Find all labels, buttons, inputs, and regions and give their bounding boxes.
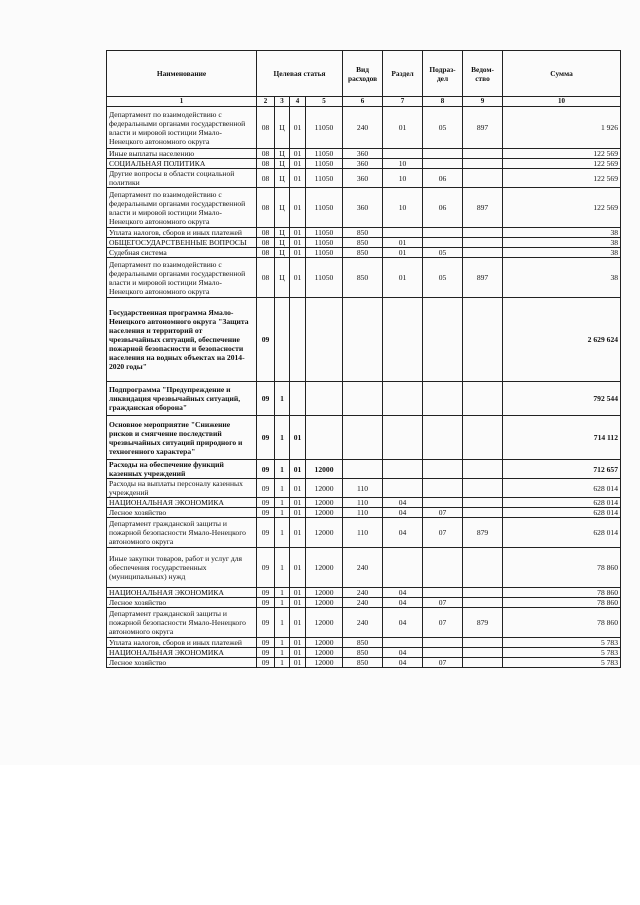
table-row	[107, 248, 621, 258]
subsection-code	[423, 638, 463, 648]
row-name: Лесное хозяйство	[107, 658, 257, 668]
expense-type-code: 110	[343, 508, 383, 518]
expense-type-code: 360	[343, 149, 383, 159]
table-row	[107, 107, 621, 149]
target-subprogram: 1	[275, 548, 290, 588]
target-event: 01	[290, 548, 306, 588]
target-subprogram: Ц	[275, 248, 290, 258]
target-subprogram: 1	[275, 608, 290, 638]
target-direction: 11050	[306, 169, 343, 188]
header-row	[107, 51, 621, 97]
target-program: 08	[257, 228, 275, 238]
target-direction	[306, 382, 343, 416]
target-event: 01	[290, 228, 306, 238]
section-code	[383, 479, 423, 498]
expense-type-code: 240	[343, 598, 383, 608]
subsection-code	[423, 159, 463, 169]
section-code	[383, 228, 423, 238]
row-name: СОЦИАЛЬНАЯ ПОЛИТИКА	[107, 159, 257, 169]
target-subprogram: Ц	[275, 159, 290, 169]
target-direction: 11050	[306, 188, 343, 228]
table-row	[107, 648, 621, 658]
subsection-code: 06	[423, 188, 463, 228]
subsection-code	[423, 416, 463, 460]
target-event: 01	[290, 258, 306, 298]
subsection-code: 07	[423, 508, 463, 518]
section-code	[383, 416, 423, 460]
target-program: 09	[257, 508, 275, 518]
section-code: 01	[383, 248, 423, 258]
row-name: Департамент гражданской защиты и пожарной безопасности Ямало-Ненецкого автономного округа	[107, 518, 257, 548]
subsection-code	[423, 228, 463, 238]
amount: 38	[503, 238, 621, 248]
target-subprogram: Ц	[275, 238, 290, 248]
section-code: 01	[383, 238, 423, 248]
expense-type-code	[343, 298, 383, 382]
section-code	[383, 460, 423, 479]
column-number: 7	[383, 97, 423, 107]
subsection-code: 05	[423, 107, 463, 149]
table-row	[107, 228, 621, 238]
department-code	[463, 416, 503, 460]
column-number: 9	[463, 97, 503, 107]
amount: 122 569	[503, 169, 621, 188]
section-code	[383, 382, 423, 416]
target-subprogram: 1	[275, 588, 290, 598]
column-number: 5	[306, 97, 343, 107]
target-subprogram: 1	[275, 508, 290, 518]
section-code: 10	[383, 188, 423, 228]
department-code	[463, 248, 503, 258]
department-code	[463, 508, 503, 518]
target-program: 09	[257, 518, 275, 548]
expense-type-code: 850	[343, 658, 383, 668]
amount: 5 783	[503, 638, 621, 648]
target-direction: 11050	[306, 228, 343, 238]
target-direction: 12000	[306, 658, 343, 668]
target-subprogram: 1	[275, 460, 290, 479]
section-code: 04	[383, 658, 423, 668]
target-program: 09	[257, 588, 275, 598]
table-row	[107, 238, 621, 248]
amount: 38	[503, 248, 621, 258]
target-event: 01	[290, 479, 306, 498]
table-body	[107, 107, 621, 668]
row-name: НАЦИОНАЛЬНАЯ ЭКОНОМИКА	[107, 648, 257, 658]
expense-type-code: 110	[343, 518, 383, 548]
row-name: Департамент по взаимодействию с федеральными органами государственной власти и мировой юстиции Ямало-Ненецкого автономного округа	[107, 188, 257, 228]
column-number: 2	[257, 97, 275, 107]
department-code	[463, 598, 503, 608]
target-program: 08	[257, 248, 275, 258]
subsection-code	[423, 460, 463, 479]
amount: 78 860	[503, 598, 621, 608]
target-subprogram: 1	[275, 416, 290, 460]
target-event: 01	[290, 107, 306, 149]
subsection-code: 07	[423, 608, 463, 638]
row-name: Уплата налогов, сборов и иных платежей	[107, 638, 257, 648]
target-direction: 12000	[306, 638, 343, 648]
department-code	[463, 159, 503, 169]
department-code	[463, 548, 503, 588]
expense-type-code: 240	[343, 608, 383, 638]
target-event: 01	[290, 169, 306, 188]
expense-type-code: 360	[343, 159, 383, 169]
amount: 78 860	[503, 608, 621, 638]
amount: 78 860	[503, 548, 621, 588]
column-number: 3	[275, 97, 290, 107]
expense-type-code: 240	[343, 107, 383, 149]
department-code	[463, 298, 503, 382]
amount: 38	[503, 258, 621, 298]
expense-type-code: 850	[343, 228, 383, 238]
subsection-code	[423, 648, 463, 658]
column-number: 10	[503, 97, 621, 107]
header-amount: Сумма	[503, 51, 621, 97]
target-program: 09	[257, 298, 275, 382]
target-subprogram: 1	[275, 638, 290, 648]
table-row	[107, 588, 621, 598]
target-event: 01	[290, 518, 306, 548]
target-direction: 11050	[306, 149, 343, 159]
subsection-code: 07	[423, 658, 463, 668]
target-event: 01	[290, 159, 306, 169]
table-row	[107, 508, 621, 518]
column-number: 4	[290, 97, 306, 107]
expense-type-code: 240	[343, 548, 383, 588]
subsection-code	[423, 548, 463, 588]
target-program: 08	[257, 258, 275, 298]
amount: 38	[503, 228, 621, 238]
target-direction	[306, 416, 343, 460]
target-direction: 11050	[306, 248, 343, 258]
amount: 628 014	[503, 518, 621, 548]
target-program: 09	[257, 658, 275, 668]
target-program: 08	[257, 149, 275, 159]
amount: 122 569	[503, 188, 621, 228]
table-row	[107, 548, 621, 588]
target-event: 01	[290, 188, 306, 228]
target-subprogram: 1	[275, 518, 290, 548]
table-row	[107, 169, 621, 188]
target-program: 09	[257, 598, 275, 608]
target-event: 01	[290, 498, 306, 508]
expense-type-code: 360	[343, 169, 383, 188]
target-program: 09	[257, 416, 275, 460]
row-name: Расходы на обеспечение функций казенных учреждений	[107, 460, 257, 479]
row-name: НАЦИОНАЛЬНАЯ ЭКОНОМИКА	[107, 498, 257, 508]
amount: 5 783	[503, 658, 621, 668]
table-row	[107, 638, 621, 648]
target-direction: 11050	[306, 107, 343, 149]
row-name: Департамент по взаимодействию с федеральными органами государственной власти и мировой юстиции Ямало-Ненецкого автономного округа	[107, 258, 257, 298]
amount: 122 569	[503, 149, 621, 159]
amount: 5 783	[503, 648, 621, 658]
row-name: Иные выплаты населению	[107, 149, 257, 159]
target-subprogram: Ц	[275, 188, 290, 228]
target-event	[290, 382, 306, 416]
row-name: Расходы на выплаты персоналу казенных учреждений	[107, 479, 257, 498]
column-number: 1	[107, 97, 257, 107]
subsection-code	[423, 479, 463, 498]
target-direction: 11050	[306, 258, 343, 298]
department-code: 897	[463, 258, 503, 298]
page-margin	[0, 765, 640, 905]
target-event: 01	[290, 508, 306, 518]
target-subprogram: Ц	[275, 258, 290, 298]
target-event: 01	[290, 638, 306, 648]
table-row	[107, 518, 621, 548]
amount: 78 860	[503, 588, 621, 598]
target-program: 09	[257, 382, 275, 416]
row-name: Иные закупки товаров, работ и услуг для обеспечения государственных (муниципальных) нужд	[107, 548, 257, 588]
target-subprogram: 1	[275, 648, 290, 658]
department-code	[463, 228, 503, 238]
target-program: 08	[257, 159, 275, 169]
target-event: 01	[290, 238, 306, 248]
section-code	[383, 638, 423, 648]
target-direction: 12000	[306, 508, 343, 518]
department-code: 879	[463, 608, 503, 638]
target-program: 09	[257, 608, 275, 638]
row-name: Подпрограмма "Предупреждение и ликвидация чрезвычайных ситуаций, гражданская оборона"	[107, 382, 257, 416]
row-name: Другие вопросы в области социальной политики	[107, 169, 257, 188]
target-direction: 12000	[306, 518, 343, 548]
section-code	[383, 548, 423, 588]
expense-type-code: 850	[343, 638, 383, 648]
table-row	[107, 498, 621, 508]
row-name: Лесное хозяйство	[107, 598, 257, 608]
amount: 628 014	[503, 508, 621, 518]
target-event	[290, 298, 306, 382]
expense-type-code: 110	[343, 479, 383, 498]
column-number: 6	[343, 97, 383, 107]
department-code	[463, 658, 503, 668]
target-subprogram: Ц	[275, 228, 290, 238]
subsection-code	[423, 382, 463, 416]
target-event: 01	[290, 608, 306, 638]
table-row	[107, 608, 621, 638]
target-event: 01	[290, 588, 306, 598]
section-code: 04	[383, 598, 423, 608]
table-row	[107, 598, 621, 608]
table-row	[107, 159, 621, 169]
target-direction: 12000	[306, 460, 343, 479]
department-code	[463, 460, 503, 479]
table-row	[107, 298, 621, 382]
target-program: 09	[257, 648, 275, 658]
row-name: Основное мероприятие "Снижение рисков и смягчение последствий чрезвычайных ситуаций природного и техногенного характера"	[107, 416, 257, 460]
row-name: Государственная программа Ямало-Ненецкого автономного округа "Защита населения и территорий от чрезвычайных ситуаций, обеспечение пожарной безопасности и безопасности населения на водных объектах на 2014-2020 годы"	[107, 298, 257, 382]
table-row	[107, 258, 621, 298]
column-number: 8	[423, 97, 463, 107]
target-program: 08	[257, 169, 275, 188]
amount: 712 657	[503, 460, 621, 479]
target-subprogram: Ц	[275, 107, 290, 149]
section-code	[383, 149, 423, 159]
target-direction: 12000	[306, 498, 343, 508]
expense-type-code: 240	[343, 588, 383, 598]
target-subprogram: 1	[275, 479, 290, 498]
row-name: ОБЩЕГОСУДАРСТВЕННЫЕ ВОПРОСЫ	[107, 238, 257, 248]
department-code	[463, 149, 503, 159]
header-subsection: Подраз-дел	[423, 51, 463, 97]
expense-type-code: 850	[343, 248, 383, 258]
target-program: 08	[257, 188, 275, 228]
table-row	[107, 479, 621, 498]
section-code	[383, 298, 423, 382]
section-code: 04	[383, 608, 423, 638]
target-direction: 12000	[306, 588, 343, 598]
expense-type-code	[343, 460, 383, 479]
table-row	[107, 188, 621, 228]
header-department: Ведом-ство	[463, 51, 503, 97]
section-code: 04	[383, 588, 423, 598]
expense-type-code: 850	[343, 238, 383, 248]
section-code: 10	[383, 169, 423, 188]
subsection-code	[423, 588, 463, 598]
expense-type-code: 110	[343, 498, 383, 508]
department-code	[463, 169, 503, 188]
target-program: 09	[257, 498, 275, 508]
section-code: 01	[383, 258, 423, 298]
target-subprogram	[275, 298, 290, 382]
target-event: 01	[290, 598, 306, 608]
department-code	[463, 588, 503, 598]
section-code: 04	[383, 498, 423, 508]
target-subprogram: 1	[275, 598, 290, 608]
amount: 628 014	[503, 479, 621, 498]
section-code: 04	[383, 648, 423, 658]
department-code	[463, 382, 503, 416]
expense-type-code: 850	[343, 258, 383, 298]
section-code: 10	[383, 159, 423, 169]
row-name: Департамент по взаимодействию с федеральными органами государственной власти и мировой юстиции Ямало-Ненецкого автономного округа	[107, 107, 257, 149]
target-direction: 12000	[306, 648, 343, 658]
row-name: НАЦИОНАЛЬНАЯ ЭКОНОМИКА	[107, 588, 257, 598]
expense-type-code	[343, 416, 383, 460]
target-direction: 12000	[306, 479, 343, 498]
target-direction	[306, 298, 343, 382]
section-code: 04	[383, 508, 423, 518]
subsection-code	[423, 238, 463, 248]
department-code	[463, 479, 503, 498]
department-code	[463, 498, 503, 508]
amount: 2 629 624	[503, 298, 621, 382]
row-name: Уплата налогов, сборов и иных платежей	[107, 228, 257, 238]
amount: 628 014	[503, 498, 621, 508]
table-row	[107, 382, 621, 416]
header-section: Раздел	[383, 51, 423, 97]
subsection-code: 06	[423, 169, 463, 188]
department-code: 897	[463, 188, 503, 228]
row-name: Лесное хозяйство	[107, 508, 257, 518]
department-code: 879	[463, 518, 503, 548]
target-event: 01	[290, 416, 306, 460]
target-subprogram: 1	[275, 658, 290, 668]
department-code	[463, 648, 503, 658]
subsection-code: 07	[423, 518, 463, 548]
subsection-code: 05	[423, 258, 463, 298]
target-event: 01	[290, 248, 306, 258]
budget-table	[106, 50, 621, 668]
expense-type-code: 360	[343, 188, 383, 228]
row-name: Департамент гражданской защиты и пожарной безопасности Ямало-Ненецкого автономного округа	[107, 608, 257, 638]
target-program: 09	[257, 638, 275, 648]
target-event: 01	[290, 460, 306, 479]
expense-type-code	[343, 382, 383, 416]
target-program: 08	[257, 238, 275, 248]
subsection-code	[423, 298, 463, 382]
subsection-code	[423, 498, 463, 508]
target-direction: 12000	[306, 598, 343, 608]
target-subprogram: 1	[275, 382, 290, 416]
header-name: Наименование	[107, 51, 257, 97]
target-direction: 11050	[306, 159, 343, 169]
subsection-code: 05	[423, 248, 463, 258]
target-event: 01	[290, 658, 306, 668]
target-program: 08	[257, 107, 275, 149]
column-number-row	[107, 97, 621, 107]
subsection-code	[423, 149, 463, 159]
amount: 714 112	[503, 416, 621, 460]
target-event: 01	[290, 648, 306, 658]
target-event: 01	[290, 149, 306, 159]
header-target: Целевая статья	[257, 51, 343, 97]
department-code	[463, 638, 503, 648]
header-expense-type: Вид расходов	[343, 51, 383, 97]
target-subprogram: 1	[275, 498, 290, 508]
target-direction: 11050	[306, 238, 343, 248]
amount: 1 926	[503, 107, 621, 149]
target-program: 09	[257, 548, 275, 588]
target-program: 09	[257, 460, 275, 479]
table-row	[107, 658, 621, 668]
target-subprogram: Ц	[275, 169, 290, 188]
table-row	[107, 416, 621, 460]
section-code: 01	[383, 107, 423, 149]
department-code	[463, 238, 503, 248]
section-code: 04	[383, 518, 423, 548]
target-program: 09	[257, 479, 275, 498]
table-row	[107, 460, 621, 479]
target-direction: 12000	[306, 608, 343, 638]
expense-type-code: 850	[343, 648, 383, 658]
target-subprogram: Ц	[275, 149, 290, 159]
amount: 792 544	[503, 382, 621, 416]
table-row	[107, 149, 621, 159]
subsection-code: 07	[423, 598, 463, 608]
row-name: Судебная система	[107, 248, 257, 258]
target-direction: 12000	[306, 548, 343, 588]
amount: 122 569	[503, 159, 621, 169]
department-code: 897	[463, 107, 503, 149]
